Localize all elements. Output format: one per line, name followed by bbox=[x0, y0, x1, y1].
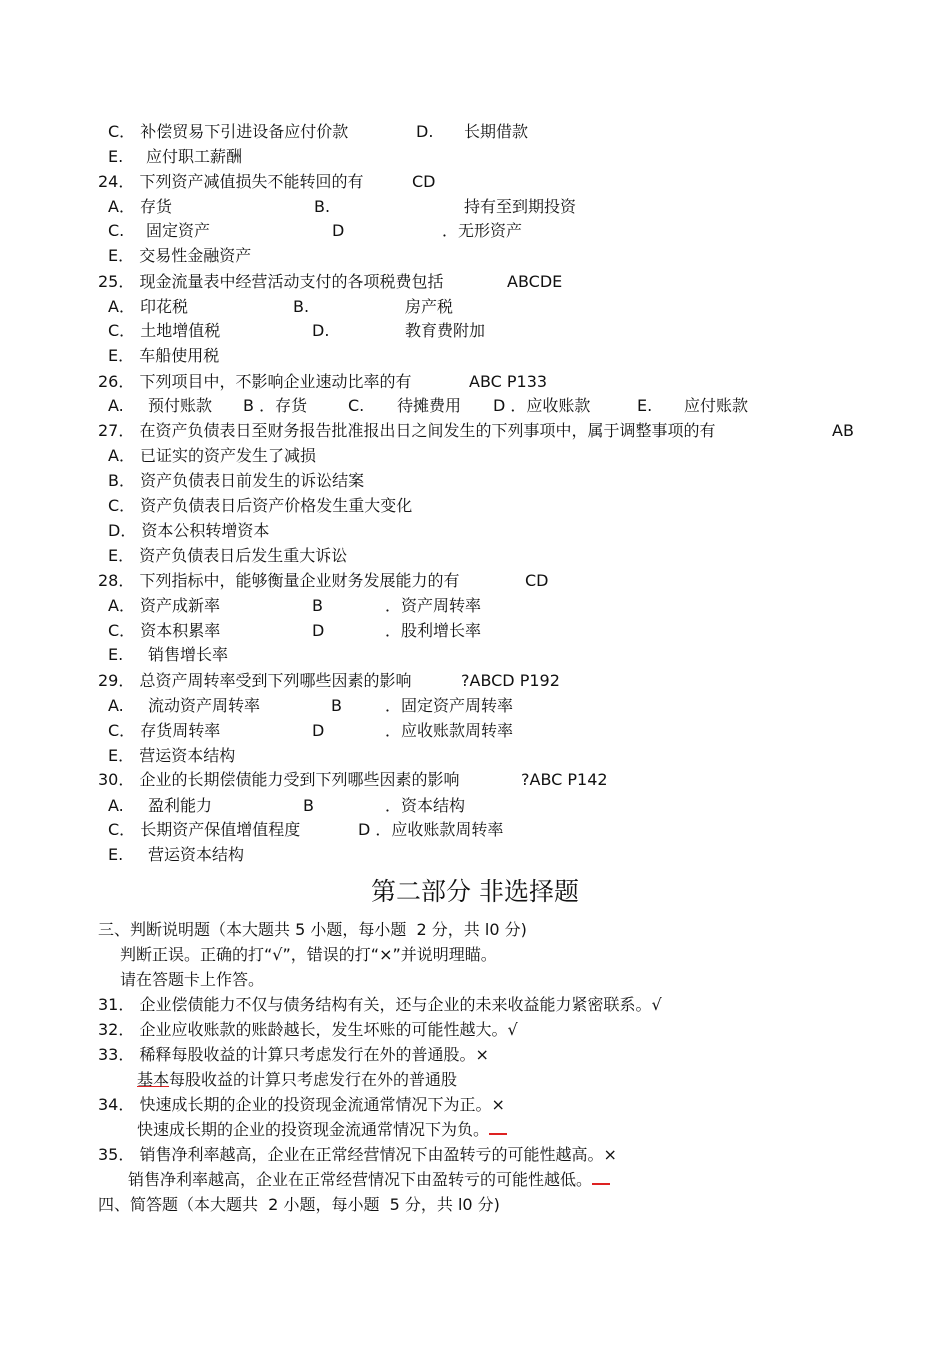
choice-line-11-part-4: 待摊费用 bbox=[397, 396, 462, 415]
choice-line-3-part-0: A． 存货 bbox=[108, 197, 173, 216]
choice-line-9-part-0: E． 车船使用税 bbox=[108, 346, 220, 365]
choice-line-15-part-0: C． 资产负债表日后资产价格发生重大变化 bbox=[108, 496, 413, 515]
choice-line-21-part-0: E. bbox=[108, 645, 124, 664]
choice-line-18-part-1: CD bbox=[525, 571, 549, 590]
choice-line-4-part-0: C. bbox=[108, 221, 125, 240]
choice-line-23-part-0: A. bbox=[108, 696, 124, 715]
choice-line-6-part-1: ABCDE bbox=[507, 272, 563, 291]
choice-line-22-part-0: 29． 总资产周转率受到下列哪些因素的影响 bbox=[98, 671, 412, 690]
section-four-title: 四、简答题（本大题共 2 小题，每小题 5 分，共 l0 分) bbox=[98, 1195, 500, 1214]
choice-line-28-part-1: D ．应收账款周转率 bbox=[358, 820, 504, 839]
choice-line-10-part-0: 26． 下列项目中，不影响企业速动比率的有 bbox=[98, 372, 412, 391]
judgment-question-32: 32． 企业应收账款的账龄越长，发生坏账的可能性越大。√ bbox=[98, 1020, 518, 1039]
section-three-answer-note: 请在答题卡上作答。 bbox=[120, 970, 265, 989]
choice-line-11-part-0: A. bbox=[108, 396, 124, 415]
choice-line-27-part-2: B bbox=[303, 796, 314, 815]
choice-line-10-part-1: ABC P133 bbox=[469, 372, 548, 391]
correction-33-text: 每股收益的计算只考虑发行在外的普通股 bbox=[169, 1070, 458, 1089]
choice-line-29-part-0: E. bbox=[108, 845, 124, 864]
correction-35-text: 销售净利率越高，企业在正常经营情况下由盈转亏的可能性越低。 bbox=[128, 1170, 593, 1189]
part-two-heading: 第二部分 非选择题 bbox=[371, 877, 579, 906]
choice-line-3-part-1: B. bbox=[314, 197, 331, 216]
judgment-question-35: 35． 销售净利率越高，企业在正常经营情况下由盈转亏的可能性越高。× bbox=[98, 1145, 617, 1164]
choice-line-27-part-1: 盈利能力 bbox=[148, 796, 213, 815]
choice-line-0-part-2: 长期借款 bbox=[464, 122, 529, 141]
choice-line-0-part-1: D. bbox=[416, 122, 434, 141]
choice-line-20-part-0: C． 资本积累率 bbox=[108, 621, 221, 640]
red-underline-mark bbox=[592, 1171, 610, 1185]
correction-34-text: 快速成长期的企业的投资现金流通常情况下为负。 bbox=[137, 1120, 490, 1139]
choice-line-12-part-1: AB bbox=[832, 421, 854, 440]
choice-line-19-part-2: ．资产周转率 bbox=[385, 596, 482, 615]
judgment-question-33: 33． 稀释每股收益的计算只考虑发行在外的普通股。× bbox=[98, 1045, 489, 1064]
choice-line-26-part-1: ?ABC P142 bbox=[521, 770, 608, 789]
choice-line-12-part-0: 27． 在资产负债表日至财务报告批准报出日之间发生的下列事项中，属于调整事项的有 bbox=[98, 421, 716, 440]
choice-line-22-part-1: ?ABCD P192 bbox=[461, 671, 560, 690]
choice-line-24-part-2: ．应收账款周转率 bbox=[385, 721, 514, 740]
choice-line-25-part-0: E． 营运资本结构 bbox=[108, 746, 236, 765]
correction-33 bbox=[137, 1070, 457, 1090]
choice-line-7-part-2: 房产税 bbox=[405, 297, 454, 316]
red-underline-mark bbox=[489, 1121, 507, 1135]
choice-line-3-part-2: 持有至到期投资 bbox=[464, 197, 577, 216]
choice-line-8-part-1: D. bbox=[312, 321, 330, 340]
choice-line-23-part-2: B bbox=[331, 696, 342, 715]
choice-line-0-part-0: C． 补偿贸易下引进设备应付价款 bbox=[108, 122, 349, 141]
choice-line-28-part-0: C． 长期资产保值增值程度 bbox=[108, 820, 301, 839]
choice-line-24-part-0: C． 存货周转率 bbox=[108, 721, 221, 740]
choice-line-1-part-1: 应付职工薪酬 bbox=[146, 147, 243, 166]
choice-line-11-part-5: D ．应收账款 bbox=[493, 396, 591, 415]
choice-line-11-part-7: 应付账款 bbox=[684, 396, 749, 415]
choice-line-18-part-0: 28． 下列指标中，能够衡量企业财务发展能力的有 bbox=[98, 571, 460, 590]
choice-line-24-part-1: D bbox=[312, 721, 325, 740]
correction-33-underlined: 基本 bbox=[137, 1070, 170, 1089]
choice-line-21-part-1: 销售增长率 bbox=[148, 645, 229, 664]
choice-line-11-part-2: B ．存货 bbox=[243, 396, 308, 415]
choice-line-11-part-3: C. bbox=[348, 396, 365, 415]
section-three-instruction: 判断正误。正确的打“√”，错误的打“×”并说明理瞄。 bbox=[120, 945, 497, 964]
choice-line-7-part-1: B. bbox=[293, 297, 310, 316]
correction-34 bbox=[137, 1120, 507, 1140]
choice-line-20-part-1: D bbox=[312, 621, 325, 640]
choice-line-4-part-1: 固定资产 bbox=[146, 221, 211, 240]
choice-line-4-part-2: D bbox=[332, 221, 345, 240]
choice-line-11-part-1: 预付账款 bbox=[148, 396, 213, 415]
choice-line-11-part-6: E. bbox=[637, 396, 653, 415]
choice-line-23-part-1: 流动资产周转率 bbox=[148, 696, 261, 715]
judgment-question-31: 31． 企业偿债能力不仅与债务结构有关，还与企业的未来收益能力紧密联系。√ bbox=[98, 995, 662, 1014]
choice-line-27-part-3: ．资本结构 bbox=[385, 796, 466, 815]
choice-line-7-part-0: A． 印花税 bbox=[108, 297, 189, 316]
choice-line-2-part-0: 24． 下列资产减值损失不能转回的有 bbox=[98, 172, 364, 191]
section-three-title: 三、判断说明题（本大题共 5 小题，每小题 2 分，共 l0 分) bbox=[98, 920, 527, 939]
choice-line-19-part-1: B bbox=[312, 596, 323, 615]
choice-line-29-part-1: 营运资本结构 bbox=[148, 845, 245, 864]
choice-line-14-part-0: B． 资产负债表日前发生的诉讼结案 bbox=[108, 471, 365, 490]
choice-line-5-part-0: E． 交易性金融资产 bbox=[108, 246, 252, 265]
choice-line-1-part-0: E. bbox=[108, 147, 124, 166]
choice-line-19-part-0: A． 资产成新率 bbox=[108, 596, 221, 615]
judgment-question-34: 34． 快速成长期的企业的投资现金流通常情况下为正。× bbox=[98, 1095, 505, 1114]
choice-line-4-part-3: ．无形资产 bbox=[442, 221, 523, 240]
choice-line-20-part-2: ．股利增长率 bbox=[385, 621, 482, 640]
choice-line-26-part-0: 30． 企业的长期偿债能力受到下列哪些因素的影响 bbox=[98, 770, 460, 789]
correction-35 bbox=[128, 1170, 610, 1190]
choice-line-17-part-0: E． 资产负债表日后发生重大诉讼 bbox=[108, 546, 348, 565]
choice-line-8-part-0: C． 土地增值税 bbox=[108, 321, 221, 340]
choice-line-6-part-0: 25． 现金流量表中经营活动支付的各项税费包括 bbox=[98, 272, 444, 291]
choice-line-16-part-0: D． 资本公积转增资本 bbox=[108, 521, 270, 540]
choice-line-8-part-2: 教育费附加 bbox=[405, 321, 486, 340]
choice-line-2-part-1: CD bbox=[412, 172, 436, 191]
choice-line-13-part-0: A． 已证实的资产发生了减损 bbox=[108, 446, 317, 465]
choice-line-27-part-0: A. bbox=[108, 796, 124, 815]
choice-line-23-part-3: ．固定资产周转率 bbox=[385, 696, 514, 715]
